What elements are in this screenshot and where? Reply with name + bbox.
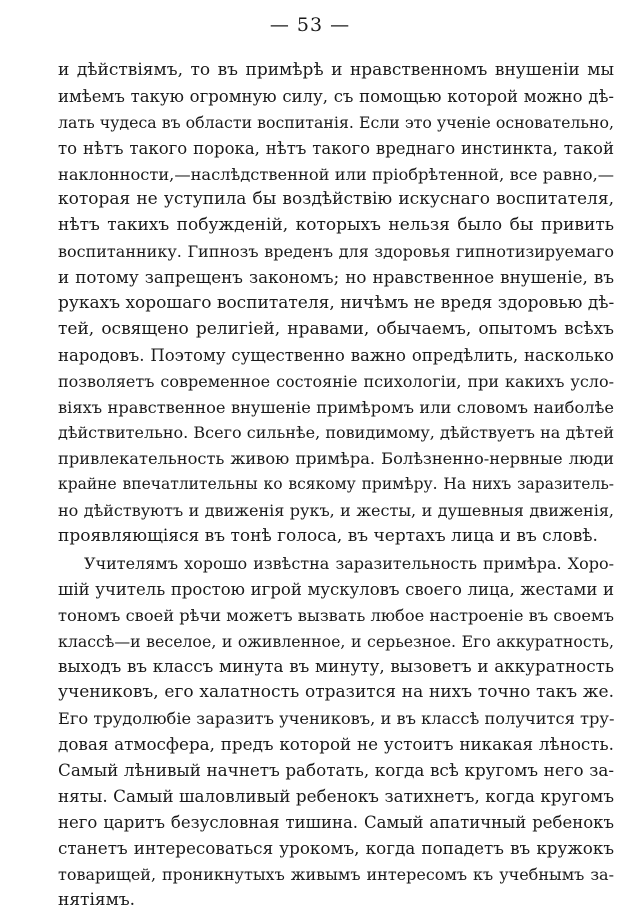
text-line: него царитъ безусловная тишина. Самый апатичный ребенокъ (58, 810, 614, 836)
text-line: и дѣйствіямъ, то въ примѣрѣ и нравственномъ внушеніи мы (58, 58, 614, 84)
text-line: Учителямъ хорошо извѣстна заразительность примѣра. Хоро- (58, 551, 614, 577)
text-line: привлекательность живою примѣра. Болѣзненно-нервные люди (58, 446, 614, 472)
text-line: которая не уступила бы воздѣйствію искуснаго воспитателя, (58, 187, 614, 213)
text-line: выходъ въ классъ минута въ минуту, вызоветъ и аккуратность (58, 654, 614, 680)
text-line: но дѣйствуютъ и движенія рукъ, и жесты, и душевныя движенія, (58, 498, 614, 524)
text-line: воспитаннику. Гипнозъ вреденъ для здоровья гипнотизируемаго (58, 239, 614, 265)
paragraph-1 (58, 58, 614, 550)
text-line: имѣемъ такую огромную силу, съ помощью которой можно дѣ- (58, 84, 614, 110)
text-line: Его трудолюбіе заразитъ учениковъ, и въ классѣ получится тру- (58, 706, 614, 732)
text-block (58, 58, 614, 913)
text-line: позволяетъ современное состояніе психологіи, при какихъ усло- (58, 369, 614, 395)
text-line: станетъ интересоваться урокомъ, когда попадетъ въ кружокъ (58, 836, 614, 862)
text-line: няты. Самый шаловливый ребенокъ затихнетъ, когда кругомъ (58, 784, 614, 810)
text-line: то нѣтъ такого порока, нѣтъ такого вреднаго инстинкта, такой (58, 136, 614, 162)
paragraph-2 (58, 551, 614, 913)
text-line: учениковъ, его халатность отразится на нихъ точно такъ же. (58, 680, 614, 706)
page-number: — 53 — (0, 14, 620, 36)
text-line: віяхъ нравственное внушеніе примѣромъ или словомъ наиболѣе (58, 395, 614, 421)
text-line: нѣтъ такихъ побужденій, которыхъ нельзя было бы привить (58, 213, 614, 239)
text-line: лать чудеса въ области воспитанія. Если это ученіе основательно, (58, 110, 614, 136)
text-line: довая атмосфера, предъ которой не устоитъ никакая лѣность. (58, 732, 614, 758)
text-line: наклонности,—наслѣдственной или пріобрѣтенной, все равно,— (58, 162, 614, 188)
text-line: тей, освящено религіей, нравами, обычаемъ, опытомъ всѣхъ (58, 317, 614, 343)
text-line: народовъ. Поэтому существенно важно опредѣлить, насколько (58, 343, 614, 369)
text-line: проявляющіяся въ тонѣ голоса, въ чертахъ лица и въ словѣ. (58, 524, 614, 550)
text-line: дѣйствительно. Всего сильнѣе, повидимому, дѣйствуетъ на дѣтей (58, 420, 614, 446)
text-line: рукахъ хорошаго воспитателя, ничѣмъ не вредя здоровью дѣ- (58, 291, 614, 317)
text-line: шій учитель простою игрой мускуловъ своего лица, жестами и (58, 577, 614, 603)
text-line: нятіямъ. (58, 888, 614, 913)
text-line: товарищей, проникнутыхъ живымъ интересомъ къ учебнымъ за- (58, 862, 614, 888)
text-line: крайне впечатлительны ко всякому примѣру. На нихъ заразитель- (58, 472, 614, 498)
text-line: Самый лѣнивый начнетъ работать, когда всѣ кругомъ него за- (58, 758, 614, 784)
text-line: тономъ своей рѣчи можетъ вызвать любое настроеніе въ своемъ (58, 603, 614, 629)
text-line: и потому запрещенъ закономъ; но нравственное внушеніе, въ (58, 265, 614, 291)
text-line: классѣ—и веселое, и оживленное, и серьезное. Его аккуратность, (58, 629, 614, 655)
